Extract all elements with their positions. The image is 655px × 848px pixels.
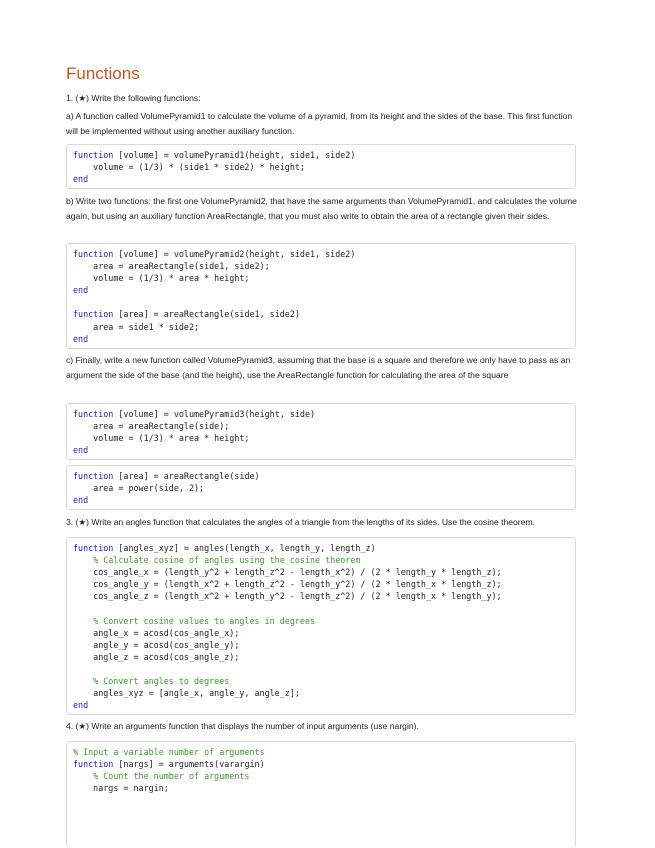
exercise-1-intro: 1. (★) Write the following functions: [66,93,201,103]
code-line [73,408,575,420]
code-keyword: end [73,174,89,185]
code-comment: % Input a variable number of arguments [73,747,265,757]
code-line [73,432,575,444]
code-keyword: function [73,150,114,160]
code-line [73,542,575,554]
code-line [73,161,575,173]
code-keyword: end [73,495,89,506]
code-text: [angles_xyz] = angles(length_x, length_y, length_z) [113,543,376,553]
code-line [73,627,575,639]
code-block-angles [66,537,576,715]
code-line [73,284,575,296]
code-line [73,420,575,432]
code-text: nargs = nargin; [73,783,169,794]
code-text: angle_z = acosd(cos_angle_z); [73,651,240,662]
code-text: area = power(side, 2); [73,483,205,494]
code-line [73,173,575,185]
code-text: [volume] = volumePyramid1(height, side1, side2) [113,150,356,160]
code-block-arguments [66,741,576,848]
code-line [73,149,575,161]
exercise-1c-text: c) Finally, write a new function called VolumePyramid3, assuming that the base is a square and therefore we only have to pass as an argument the side of the base (and the height), use the AreaRectangle function for calculating the area of the square [66,355,571,380]
code-line [73,746,575,758]
code-comment: % Convert angles to degrees [73,676,230,687]
code-keyword: function [73,543,114,553]
code-line [73,615,575,627]
code-line [73,687,575,699]
code-line [73,470,575,482]
code-keyword: function [73,249,114,259]
code-text: volume = (1/3) * area * height; [73,433,250,444]
code-text: area = areaRectangle(side); [73,421,230,432]
code-keyword: end [73,333,89,344]
code-text: cos_angle_z = (length_x^2 + length_y^2 - length_z^2) / (2 * length_x * length_y); [73,591,502,602]
code-line [73,272,575,284]
code-line [73,578,575,590]
code-keyword: function [73,309,114,320]
code-line [73,590,575,602]
code-keyword: function [73,471,114,481]
code-text: cos_angle_x = (length_y^2 + length_z^2 - length_x^2) / (2 * length_y * length_z); [73,567,502,578]
code-line [73,770,575,782]
code-text: [nargs] = arguments(varargin) [113,759,265,770]
code-line [73,248,575,260]
code-line [73,260,575,272]
code-line [73,444,575,456]
code-keyword: end [73,445,89,456]
code-line [73,602,575,614]
code-line [73,554,575,566]
code-keyword: function [73,409,114,419]
code-block-area-rectangle-square [66,465,576,510]
code-block-volume-pyramid2 [66,243,576,349]
code-line [73,663,575,675]
code-text: angle_y = acosd(cos_angle_y); [73,639,240,650]
code-text: cos_angle_y = (length_x^2 + length_z^2 - length_y^2) / (2 * length_x * length_z); [73,579,502,590]
code-line [73,675,575,687]
code-text: area = side1 * side2; [73,321,200,332]
code-keyword: end [73,285,89,296]
code-text: volume = (1/3) * (side1 * side2) * height; [73,162,305,173]
code-line [73,639,575,651]
code-line [73,758,575,770]
code-text: [volume] = volumePyramid2(height, side1, side2) [113,249,356,259]
section-title: Functions [66,64,140,83]
code-comment: % Calculate cosine of angles using the cosine theorem [73,555,361,566]
code-line [73,782,575,794]
code-text: angles_xyz = [angle_x, angle_y, angle_z]; [73,688,300,699]
code-text: volume = (1/3) * area * height; [73,273,250,284]
code-line [73,482,575,494]
code-text: area = areaRectangle(side1, side2); [73,261,270,272]
code-text: [area] = areaRectangle(side) [113,471,260,481]
code-keyword: function [73,759,114,770]
code-line [73,699,575,711]
exercise-1a-text: a) A function called VolumePyramid1 to calculate the volume of a pyramid, from its height and the sides of the base. This first function will be implemented without using another auxiliary function. [66,111,573,136]
code-comment: % Count the number of arguments [73,771,250,782]
code-line [73,651,575,663]
code-comment: % Convert cosine values to angles in degrees [73,615,316,626]
code-line [73,494,575,506]
code-line [73,308,575,320]
code-line [73,566,575,578]
code-line [73,333,575,345]
exercise-1b-text: b) Write two functions: the first one VolumePyramid2, that have the same arguments than VolumePyramid1, and calculates the volume again, but using an auxiliary function AreaRectangle, that you must also write to obtain the area of a rectangle given their sides. [66,196,577,221]
exercise-4-text: 4. (★) Write an arguments function that displays the number of input arguments (use nargin). [66,721,419,731]
code-text: [area] = areaRectangle(side1, side2) [113,309,300,320]
code-keyword: end [73,700,89,711]
code-line [73,296,575,308]
code-block-volume-pyramid3 [66,403,576,460]
code-text: [volume] = volumePyramid3(height, side) [113,409,316,419]
code-block-volume-pyramid1 [66,144,576,189]
code-line [73,321,575,333]
exercise-3-text: 3. (★) Write an angles function that calculates the angles of a triangle from the lengths of its sides. Use the cosine theorem. [66,517,535,527]
code-text: angle_x = acosd(cos_angle_x); [73,627,240,638]
